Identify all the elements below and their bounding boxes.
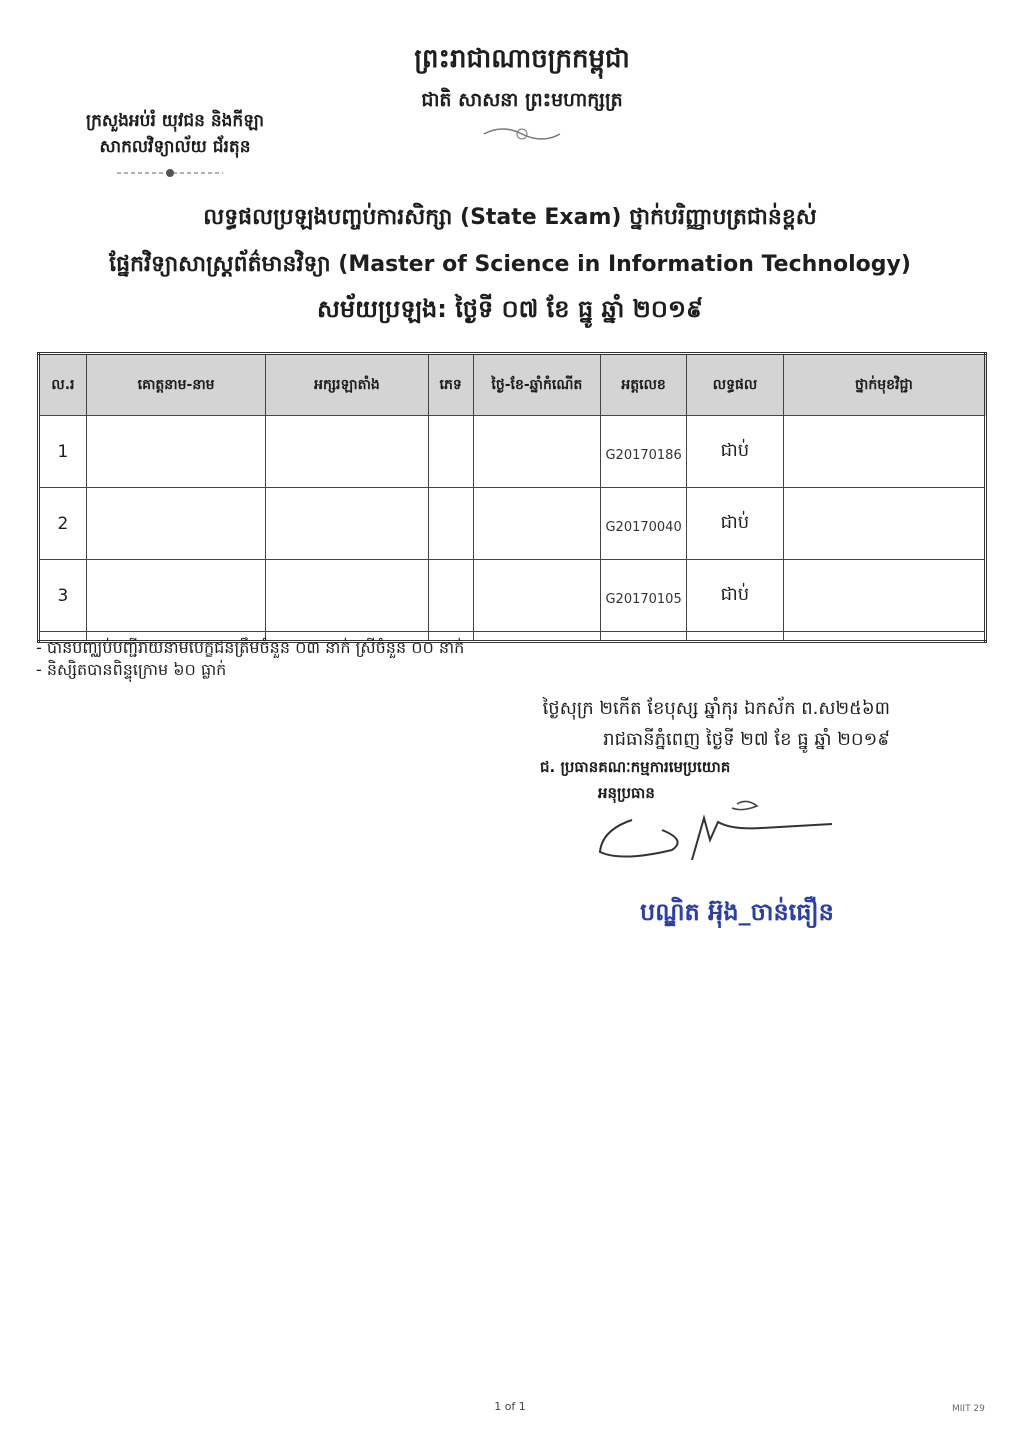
title-line-2: ផ្នែកវិទ្យាសាស្ត្រព័ត៌មានវិទ្យា (Master of Science in Information Technology) xyxy=(109,252,911,277)
col-header-result: លទ្ធផល xyxy=(687,354,784,416)
grade-cell xyxy=(783,416,985,488)
result-cell: ជាប់ xyxy=(687,416,784,488)
col-header-birthdate: ថ្ងៃ-ខែ-ឆ្នាំកំណើត xyxy=(473,354,601,416)
col-header-student-id: អត្តលេខ xyxy=(601,354,687,416)
kingdom-title: ព្រះរាជាណាចក្រកម្ពុជា xyxy=(414,44,630,74)
results-table xyxy=(37,352,987,643)
table-row xyxy=(39,488,986,560)
khmer-name-cell xyxy=(86,416,265,488)
row-number: 3 xyxy=(39,560,87,632)
khmer-name-cell xyxy=(86,488,265,560)
row-number: 2 xyxy=(39,488,87,560)
col-header-khmer-name: គោត្តនាម-នាម xyxy=(86,354,265,416)
signer-role: ជ. ប្រធានគណៈកម្មការមេប្រយោគ xyxy=(540,758,731,776)
lunar-date: ថ្ងៃសុក្រ ២កើត ខែបុស្ស ឆ្នាំកុរ ឯកស័ក ព.ស២៥៦៣ xyxy=(542,698,890,719)
result-cell: ជាប់ xyxy=(687,488,784,560)
latin-name-cell xyxy=(266,488,428,560)
col-header-no: ល.រ xyxy=(39,354,87,416)
grade-cell xyxy=(783,488,985,560)
national-motto: ជាតិ សាសនា ព្រះមហាក្សត្រ xyxy=(421,89,623,111)
khmer-name-cell xyxy=(86,560,265,632)
ministry-block xyxy=(40,108,310,160)
col-header-grade: ថ្នាក់មុខវិជ្ជា xyxy=(783,354,985,416)
university-name: សាកលវិទ្យាល័យ ជ័រតុន xyxy=(99,137,251,157)
table-row xyxy=(39,560,986,632)
handwritten-signature-icon xyxy=(592,800,842,870)
signer-name: បណ្ឌិត អ៊ុង_ចាន់ធឿន xyxy=(640,898,834,926)
ministry-name: ក្រសួងអប់រំ យុវជន និងកីឡា xyxy=(86,111,264,131)
birthdate-cell xyxy=(473,416,601,488)
col-header-sex: ភេទ xyxy=(428,354,473,416)
ornament-icon xyxy=(482,122,562,144)
birthdate-cell xyxy=(473,488,601,560)
sex-cell xyxy=(428,560,473,632)
latin-name-cell xyxy=(266,560,428,632)
latin-name-cell xyxy=(266,416,428,488)
student-id-cell: G20170040 xyxy=(601,488,687,560)
table-header-row xyxy=(39,354,986,416)
page-number: 1 of 1 xyxy=(494,1400,526,1413)
result-cell: ជាប់ xyxy=(687,560,784,632)
title-line-1: លទ្ធផលប្រឡងបញ្ចប់ការសិក្សា (State Exam) ថ្នាក់បរិញ្ញាបត្រជាន់ខ្ពស់ xyxy=(203,205,817,230)
sex-cell xyxy=(428,488,473,560)
signer-subrole: អនុប្រធាន xyxy=(598,784,655,802)
student-id-cell: G20170105 xyxy=(601,560,687,632)
document-code: MIIT 29 xyxy=(952,1404,985,1414)
birthdate-cell xyxy=(473,560,601,632)
student-id-cell: G20170186 xyxy=(601,416,687,488)
col-header-latin-name: អក្សរឡាតាំង xyxy=(266,354,428,416)
grade-cell xyxy=(783,560,985,632)
exam-date-title: សម័យប្រឡង: ថ្ងៃទី ០៧ ខែ ធ្នូ ឆ្នាំ ២០១៩ xyxy=(317,295,703,323)
row-number: 1 xyxy=(39,416,87,488)
note-fail-threshold: - និស្សិតបានពិន្ទុក្រោម ៦០ ធ្លាក់ xyxy=(36,660,227,679)
note-candidate-count: - បានបញ្ឈប់បញ្ជីរាយនាមបេក្ខជនត្រឹមចំនួន ០៣ នាក់ ស្រីចំនួន ០០ នាក់ xyxy=(36,638,465,657)
sex-cell xyxy=(428,416,473,488)
solar-date: រាជធានីភ្នំពេញ ថ្ងៃទី ២៧ ខែ ធ្នូ ឆ្នាំ ២០១៩ xyxy=(603,729,890,750)
table-row xyxy=(39,416,986,488)
divider-ornament-icon xyxy=(115,166,225,180)
